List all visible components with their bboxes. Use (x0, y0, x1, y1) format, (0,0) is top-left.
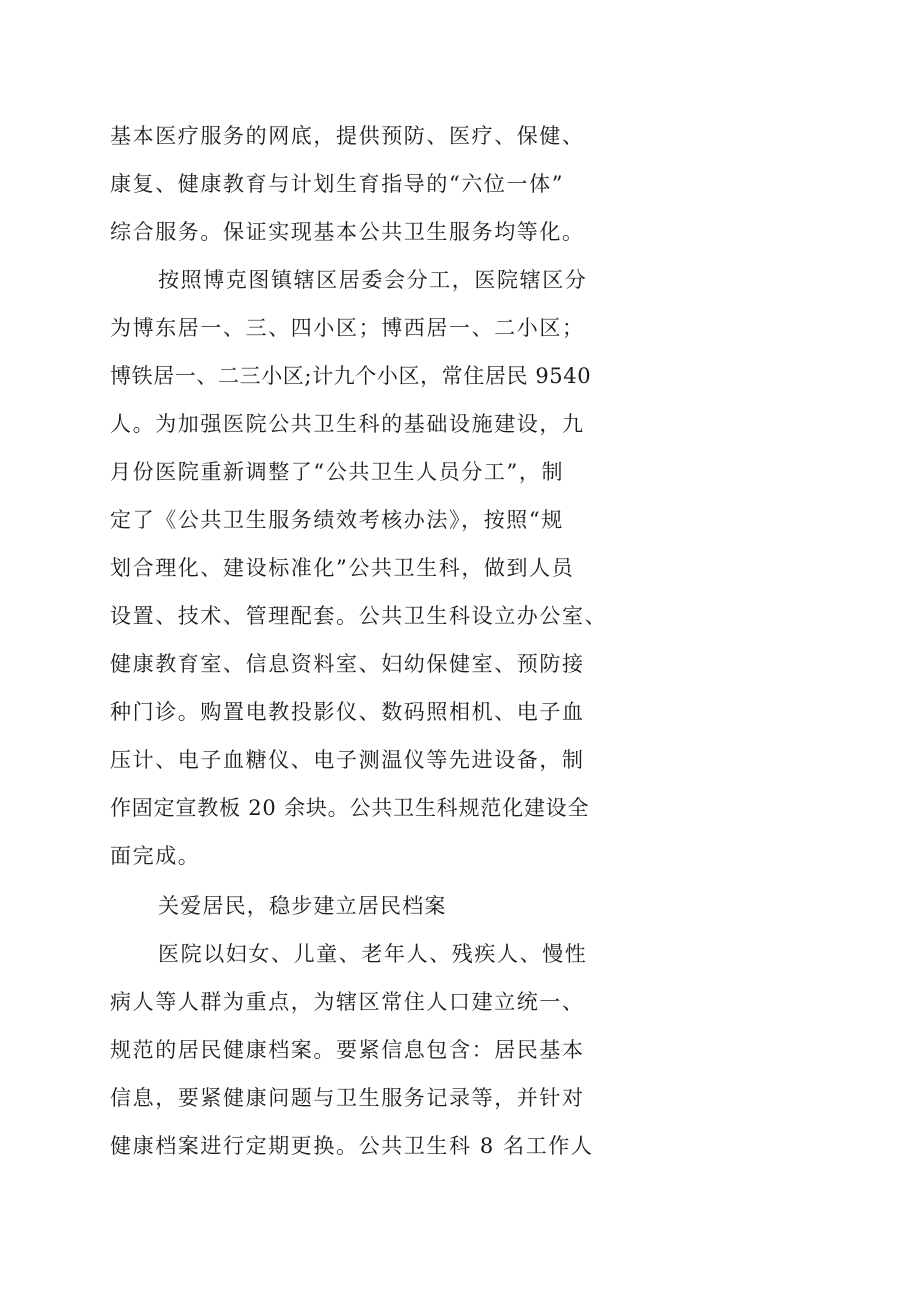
paragraph-line: 规范的居民健康档案。要紧信息包含：居民基本 (110, 1038, 585, 1062)
paragraph-line: 定了《公共卫生服务绩效考核办法》，按照“规 (110, 508, 564, 532)
paragraph-line: 压计、电子血糖仪、电子测温仪等先进设备，制 (110, 748, 585, 772)
paragraph-line: 综合服务。保证实现基本公共卫生服务均等化。 (110, 220, 585, 244)
paragraph-line: 设置、技术、管理配套。公共卫生科设立办公室、 (110, 604, 608, 628)
paragraph-line: 按照博克图镇辖区居委会分工，医院辖区分 (158, 268, 588, 292)
paragraph-line: 作固定宣教板 20 余块。公共卫生科规范化建设全 (110, 796, 590, 820)
paragraph-line: 医院以妇女、儿童、老年人、残疾人、慢性 (158, 942, 588, 966)
paragraph-line: 健康教育室、信息资料室、妇幼保健室、预防接 (110, 652, 585, 676)
paragraph-line: 为博东居一、三、四小区；博西居一、二小区； (110, 316, 585, 340)
section-heading: 关爱居民，稳步建立居民档案 (158, 894, 447, 918)
paragraph-line: 面完成。 (110, 844, 201, 868)
paragraph-line: 健康档案进行定期更换。公共卫生科 8 名工作人 (110, 1134, 594, 1158)
paragraph-line: 病人等人群为重点，为辖区常住人口建立统一、 (110, 990, 585, 1014)
paragraph-line: 月份医院重新调整了“公共卫生人员分工”，制 (110, 460, 565, 484)
paragraph-line: 信息，要紧健康问题与卫生服务记录等，并针对 (110, 1086, 585, 1110)
paragraph-line: 康复、健康教育与计划生育指导的“六位一体” (110, 172, 565, 196)
paragraph-line: 人。为加强医院公共卫生科的基础设施建设，九 (110, 412, 585, 436)
paragraph-line: 博铁居一、二三小区;计九个小区，常住居民 9540 (110, 364, 592, 388)
paragraph-line: 划合理化、建设标准化”公共卫生科，做到人员 (110, 556, 575, 580)
paragraph-line: 种门诊。购置电教投影仪、数码照相机、电子血 (110, 700, 585, 724)
paragraph-line: 基本医疗服务的网底，提供预防、医疗、保健、 (110, 124, 585, 148)
